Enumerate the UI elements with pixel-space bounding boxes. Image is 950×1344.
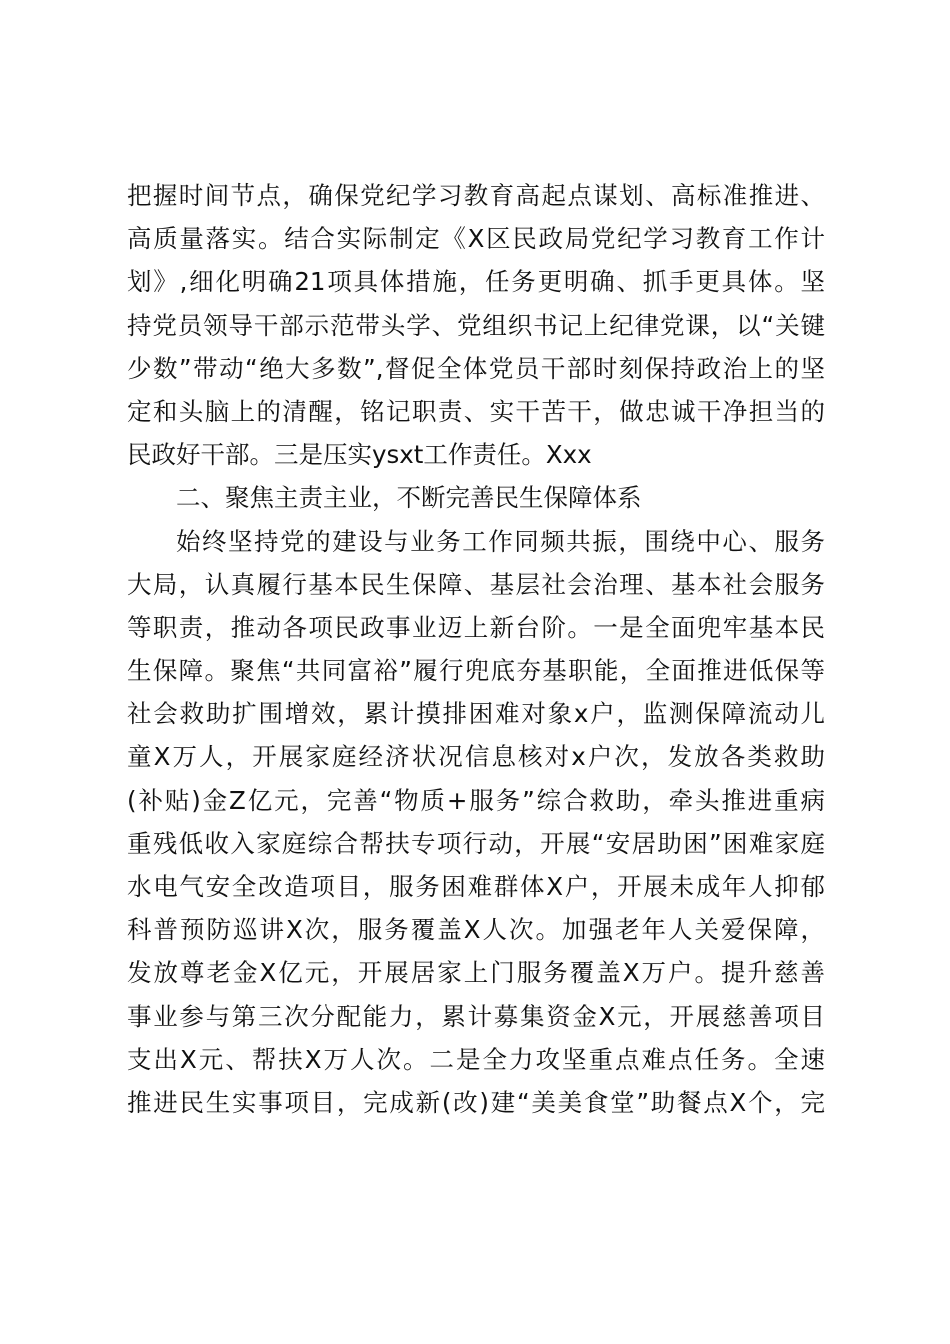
section-heading: 二、聚焦主责主业，不断完善民生保障体系 <box>176 483 642 513</box>
text-line: 童X万人，开展家庭经济状况信息核对x户次，发放各类救助 <box>127 742 825 772</box>
text-line: 科普预防巡讲X次，服务覆盖X人次。加强老年人关爱保障， <box>127 915 825 945</box>
document-body <box>127 174 825 1124</box>
text-line: 划》,细化明确21项具体措施，任务更明确、抓手更具体。坚 <box>127 267 825 297</box>
text-line: 大局，认真履行基本民生保障、基层社会治理、基本社会服务 <box>127 569 825 599</box>
text-line: 事业参与第三次分配能力，累计募集资金X元，开展慈善项目 <box>127 1001 825 1031</box>
text-line: 民政好干部。三是压实ysxt工作责任。Xxx <box>127 440 592 470</box>
text-line: 推进民生实事项目，完成新(改)建“美美食堂”助餐点X个，完 <box>127 1087 825 1117</box>
text-line: 始终坚持党的建设与业务工作同频共振，围绕中心、服务 <box>176 526 825 556</box>
text-line: 重残低收入家庭综合帮扶专项行动，开展“安居助困”困难家庭 <box>127 828 825 858</box>
text-line: 社会救助扩围增效，累计摸排困难对象x户，监测保障流动儿 <box>127 699 825 729</box>
text-line: 持党员领导干部示范带头学、党组织书记上纪律党课，以“关键 <box>127 310 825 340</box>
text-line: 生保障。聚焦“共同富裕”履行兜底夯基职能，全面推进低保等 <box>127 656 825 686</box>
text-line: 水电气安全改造项目，服务困难群体X户，开展未成年人抑郁 <box>127 872 825 901</box>
text-line: 支出X元、帮扶X万人次。二是全力攻坚重点难点任务。全速 <box>127 1044 825 1074</box>
text-line: 少数”带动“绝大多数”,督促全体党员干部时刻保持政治上的坚 <box>127 353 825 383</box>
text-line: (补贴)金Z亿元，完善“物质+服务”综合救助，牵头推进重病 <box>127 785 825 815</box>
text-line: 发放尊老金X亿元，开展居家上门服务覆盖X万户。提升慈善 <box>127 958 825 988</box>
text-line: 定和头脑上的清醒，铭记职责、实干苦干，做忠诚干净担当的 <box>127 396 825 426</box>
text-line: 高质量落实。结合实际制定《X区民政局党纪学习教育工作计 <box>127 224 825 254</box>
text-line: 把握时间节点，确保党纪学习教育高起点谋划、高标准推进、 <box>127 181 825 210</box>
text-line: 等职责，推动各项民政事业迈上新台阶。一是全面兜牢基本民 <box>127 612 825 642</box>
